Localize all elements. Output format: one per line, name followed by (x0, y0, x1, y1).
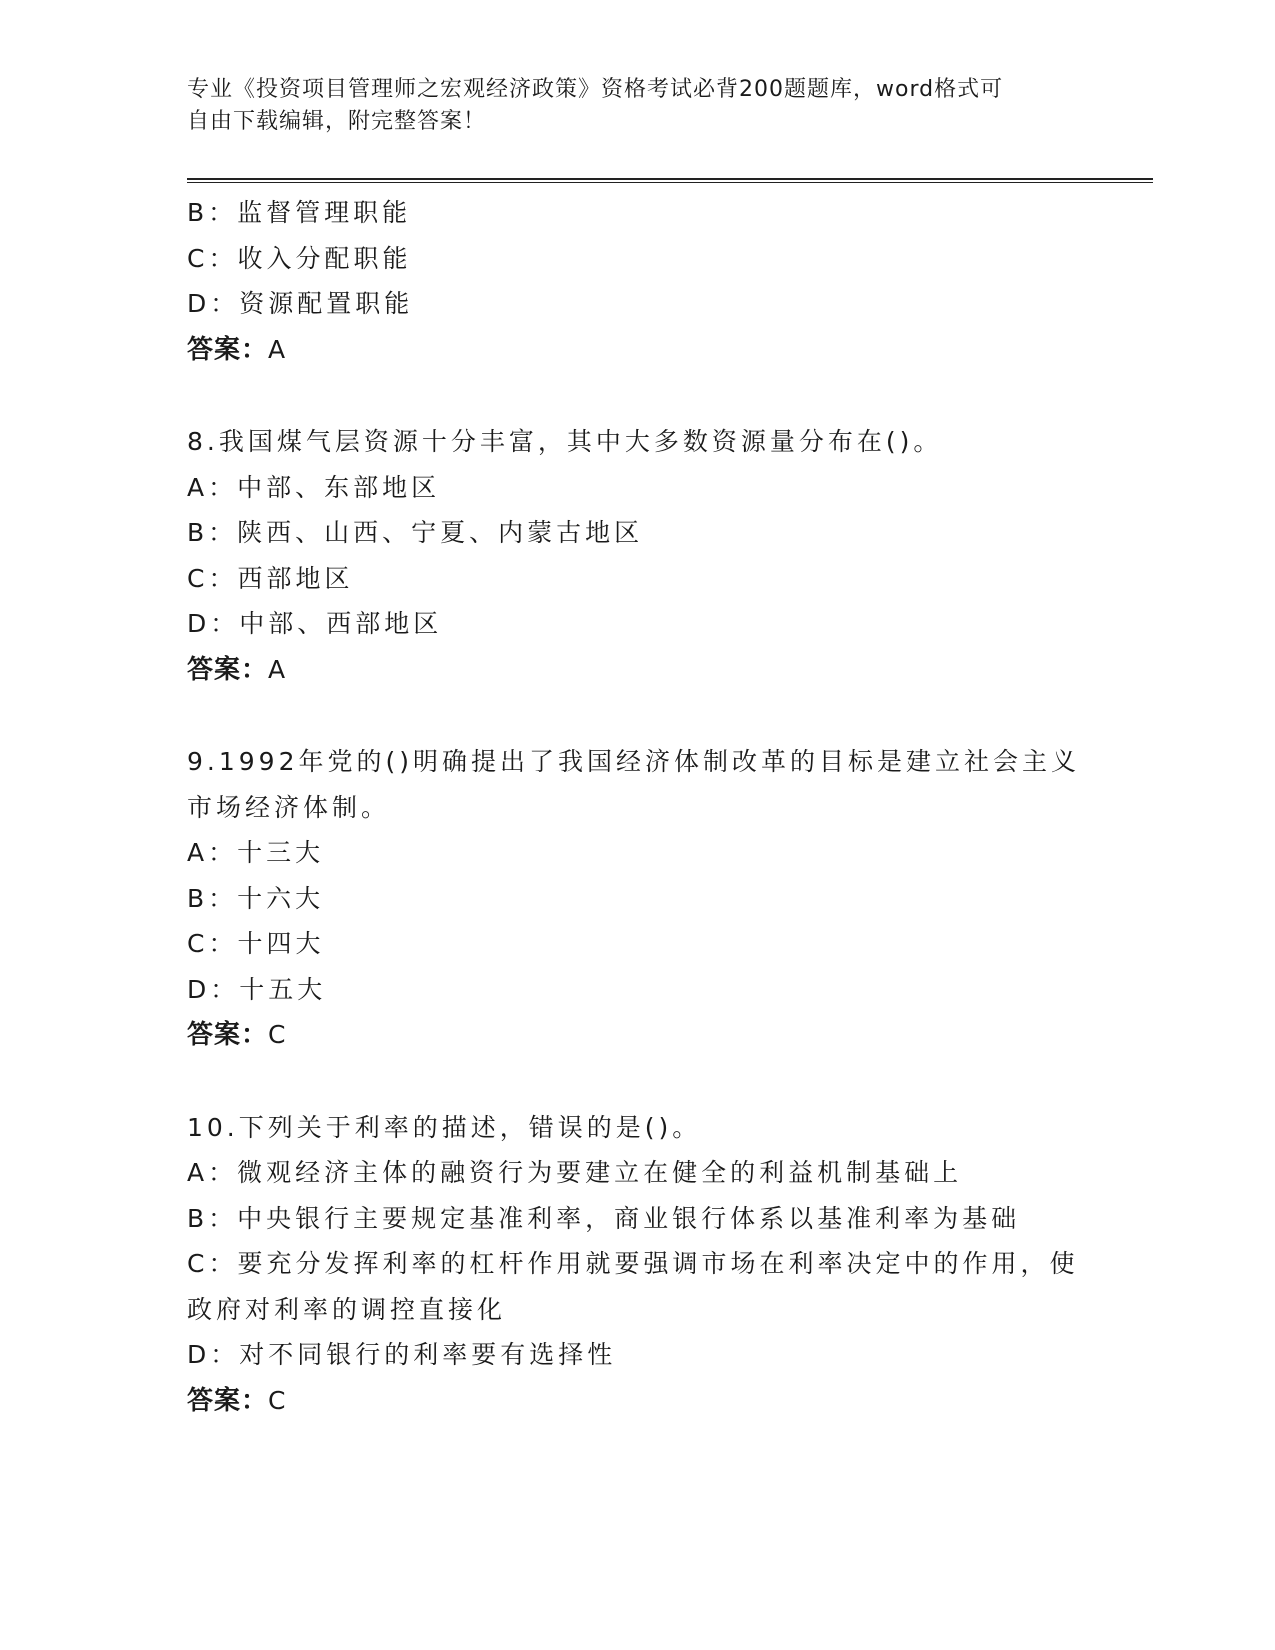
answer-label: 答案： (187, 654, 269, 685)
answer-label: 答案： (187, 334, 269, 365)
question-stem-line-1: 9.1992年党的()明确提出了我国经济体制改革的目标是建立社会主义 (187, 747, 1080, 776)
answer-value: C (268, 1385, 287, 1415)
option-c-line-2: 政府对利率的调控直接化 (187, 1294, 507, 1324)
option-b: B：监督管理职能 (187, 198, 412, 227)
option-b: B：十六大 (187, 883, 325, 913)
answer-value: A (268, 654, 287, 684)
document-header (187, 74, 1067, 138)
option-a: A：微观经济主体的融资行为要建立在健全的利益机制基础上 (187, 1158, 963, 1187)
answer-line (187, 327, 1087, 374)
question-stem: 8.我国煤气层资源十分丰富，其中大多数资源量分布在()。 (187, 427, 943, 456)
option-d: D：十五大 (187, 974, 327, 1004)
question-content (187, 190, 1087, 1424)
option-d: D：资源配置职能 (187, 289, 414, 318)
header-line-2: 自由下载编辑，附完整答案！ (187, 109, 487, 134)
header-divider (187, 178, 1153, 183)
option-d: D：中部、西部地区 (187, 609, 443, 638)
option-a: A：中部、东部地区 (187, 472, 441, 502)
question-7-remainder (187, 190, 1087, 373)
answer-line (187, 647, 1087, 694)
option-a: A：十三大 (187, 838, 325, 867)
option-c: C：十四大 (187, 929, 325, 958)
question-stem-line-2: 市场经济体制。 (187, 792, 391, 822)
option-b: B：陕西、山西、宁夏、内蒙古地区 (187, 518, 644, 547)
answer-value: C (268, 1020, 287, 1049)
header-line-1: 专业《投资项目管理师之宏观经济政策》资格考试必背200题题库，word格式可 (187, 77, 1004, 102)
option-c: C：西部地区 (187, 563, 354, 593)
answer-label: 答案： (187, 1020, 269, 1050)
question-8 (187, 419, 1087, 693)
option-d: D：对不同银行的利率要有选择性 (187, 1340, 617, 1369)
answer-value: A (268, 334, 287, 364)
answer-line (187, 1378, 1087, 1425)
answer-label: 答案： (187, 1385, 269, 1416)
option-b: B：中央银行主要规定基准利率，商业银行体系以基准利率为基础 (187, 1203, 1021, 1233)
question-stem: 10.下列关于利率的描述，错误的是()。 (187, 1112, 702, 1142)
option-c: C：收入分配职能 (187, 243, 412, 273)
answer-line (187, 1012, 1087, 1059)
question-10 (187, 1105, 1087, 1425)
question-9 (187, 739, 1087, 1059)
option-c-line-1: C：要充分发挥利率的杠杆作用就要强调市场在利率决定中的作用，使 (187, 1249, 1079, 1278)
